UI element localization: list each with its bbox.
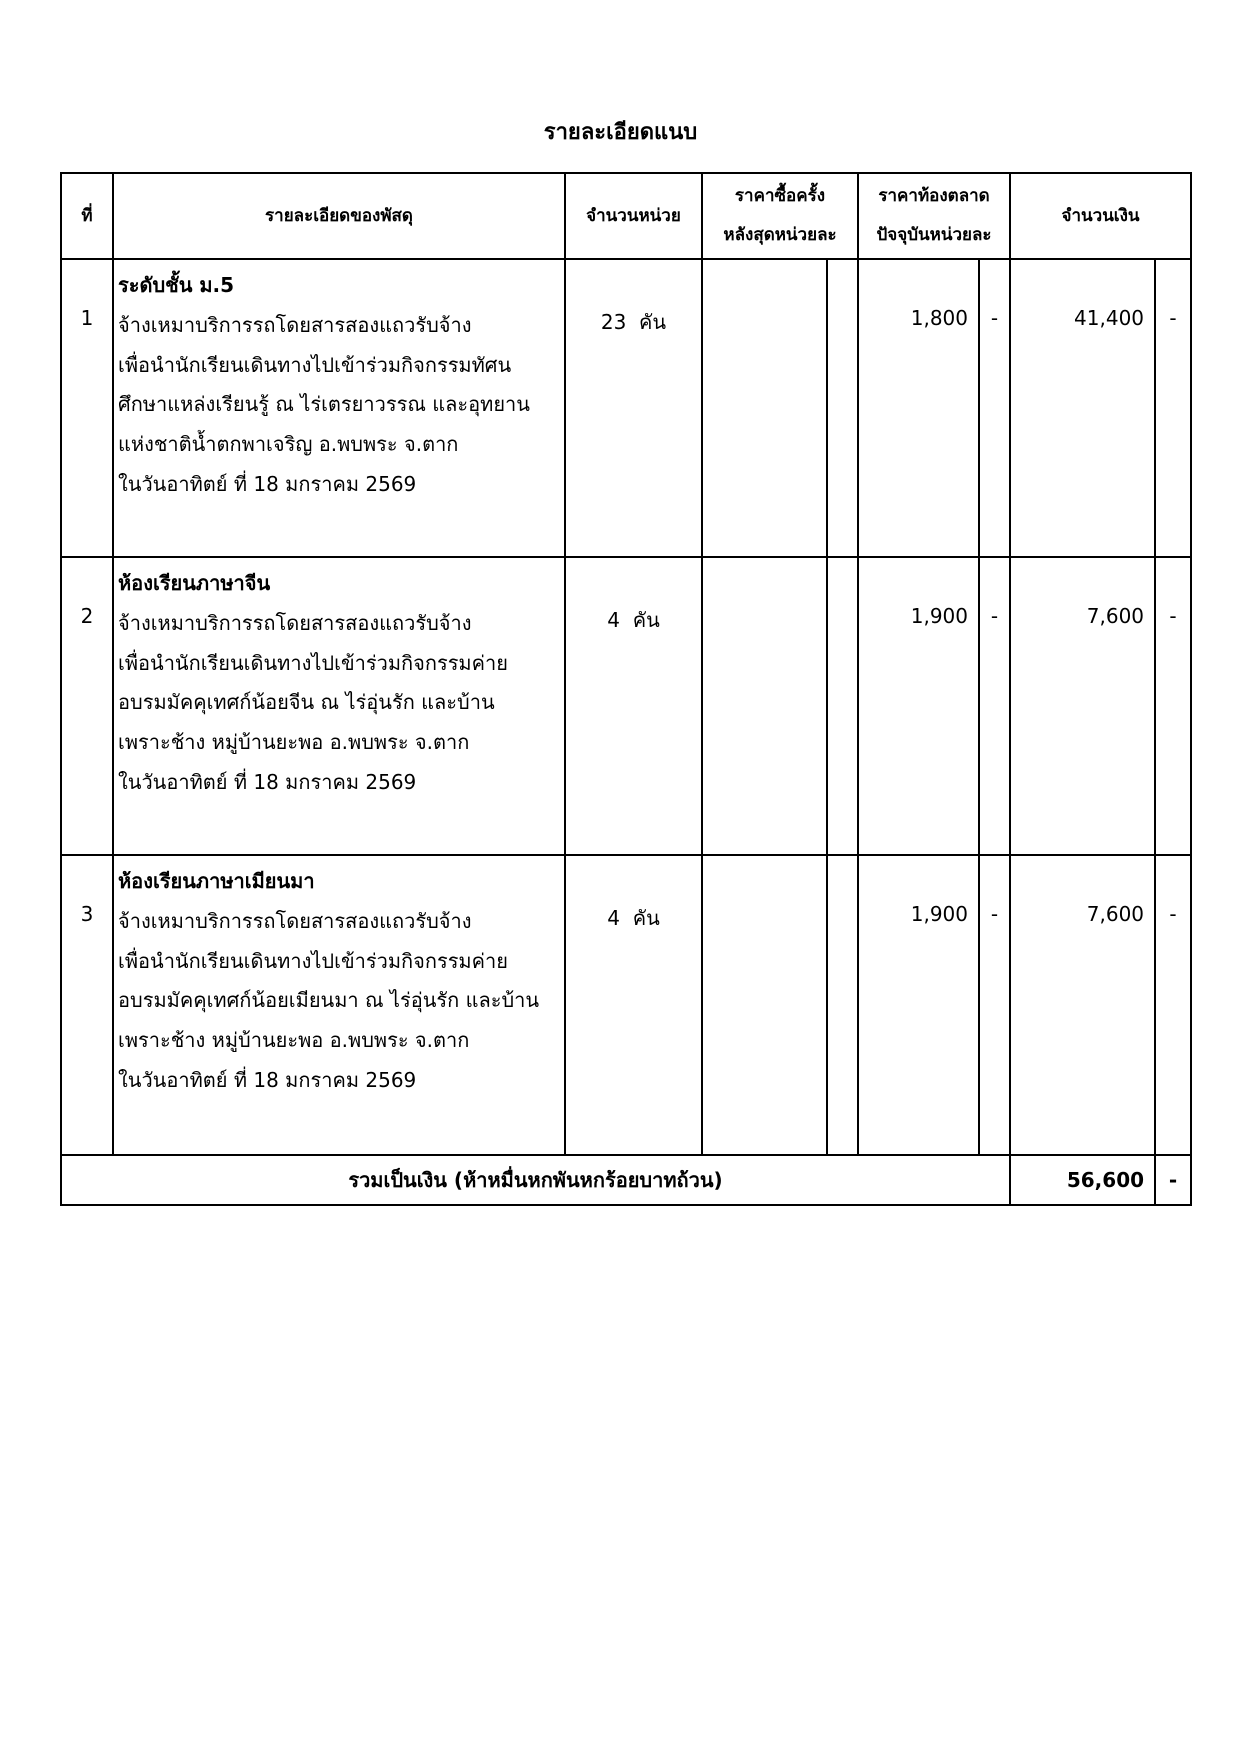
item-amount-satang: - [1155,855,1191,1155]
item-market-price: 1,900 [858,557,979,855]
item-description-line: เพื่อนำนักเรียนเดินทางไปเข้าร่วมกิจกรรมค่าย [118,948,508,973]
table-row [61,855,1191,1155]
header-market-price-line2: ปัจจุบันหน่วยละ [876,225,992,245]
header-last-price-line1: ราคาซื้อครั้ง [734,186,826,206]
item-last-price-satang [827,855,858,1155]
item-amount: 41,400 [1010,259,1155,557]
item-last-price-satang [827,557,858,855]
item-last-price-satang [827,259,858,557]
item-description-line: จ้างเหมาบริการรถโดยสารสองแถวรับจ้าง [118,610,472,635]
item-description-line: ศึกษาแหล่งเรียนรู้ ณ ไร่เตรยาวรรณ และอุทยาน [118,392,530,417]
header-quantity: จำนวนหน่วย [565,173,702,259]
item-market-price-satang: - [979,855,1010,1155]
item-market-price-satang: - [979,557,1010,855]
item-last-price [702,557,827,855]
item-market-price: 1,900 [858,855,979,1155]
total-row [61,1155,1191,1205]
table-row [61,259,1191,557]
header-amount: จำนวนเงิน [1010,173,1191,259]
item-description-line: เพื่อนำนักเรียนเดินทางไปเข้าร่วมกิจกรรมค่าย [118,650,508,675]
header-description: รายละเอียดของพัสดุ [113,173,565,259]
item-heading: ห้องเรียนภาษาจีน [118,571,271,595]
item-description-line: จ้างเหมาบริการรถโดยสารสองแถวรับจ้าง [118,908,472,933]
total-amount: 56,600 [1010,1155,1155,1205]
item-market-price: 1,800 [858,259,979,557]
document-title: รายละเอียดแนบ [543,120,698,145]
header-no: ที่ [61,173,113,259]
item-description-line: แห่งชาติน้ำตกพาเจริญ อ.พบพระ จ.ตาก [118,432,459,457]
item-heading: ห้องเรียนภาษาเมียนมา [118,869,315,893]
item-no: 2 [61,557,113,855]
item-heading: ระดับชั้น ม.5 [118,273,235,297]
header-market-price-line1: ราคาท้องตลาด [878,186,990,206]
item-description-line: ในวันอาทิตย์ ที่ 18 มกราคม 2569 [118,471,417,496]
item-quantity: 4 คัน [565,557,702,855]
item-no: 3 [61,855,113,1155]
item-amount: 7,600 [1010,557,1155,855]
header-last-price [702,173,858,259]
item-market-price-satang: - [979,259,1010,557]
item-no: 1 [61,259,113,557]
item-last-price [702,855,827,1155]
total-label: รวมเป็นเงิน (ห้าหมื่นหกพันหกร้อยบาทถ้วน) [61,1155,1010,1205]
total-satang: - [1155,1155,1191,1205]
item-description-line: จ้างเหมาบริการรถโดยสารสองแถวรับจ้าง [118,312,472,337]
item-description [113,259,565,557]
item-description-line: เพราะช้าง หมู่บ้านยะพอ อ.พบพระ จ.ตาก [118,730,470,755]
header-last-price-line2: หลังสุดหน่วยละ [723,225,837,245]
item-description-line: เพราะช้าง หมู่บ้านยะพอ อ.พบพระ จ.ตาก [118,1028,470,1053]
item-description-line: ในวันอาทิตย์ ที่ 18 มกราคม 2569 [118,1067,417,1092]
item-description-line: เพื่อนำนักเรียนเดินทางไปเข้าร่วมกิจกรรมทัศน [118,352,512,377]
item-amount-satang: - [1155,557,1191,855]
item-quantity: 4 คัน [565,855,702,1155]
item-description [113,855,565,1155]
item-amount: 7,600 [1010,855,1155,1155]
item-description-line: อบรมมัคคุเทศก์น้อยจีน ณ ไร่อุ่นรัก และบ้าน [118,690,495,715]
item-description [113,557,565,855]
header-row [61,173,1191,259]
item-last-price [702,259,827,557]
details-table [60,172,1192,1206]
item-description-line: ในวันอาทิตย์ ที่ 18 มกราคม 2569 [118,769,417,794]
header-market-price [858,173,1010,259]
item-quantity: 23 คัน [565,259,702,557]
table-row [61,557,1191,855]
item-description-line: อบรมมัคคุเทศก์น้อยเมียนมา ณ ไร่อุ่นรัก และบ้าน [118,988,540,1013]
item-amount-satang: - [1155,259,1191,557]
